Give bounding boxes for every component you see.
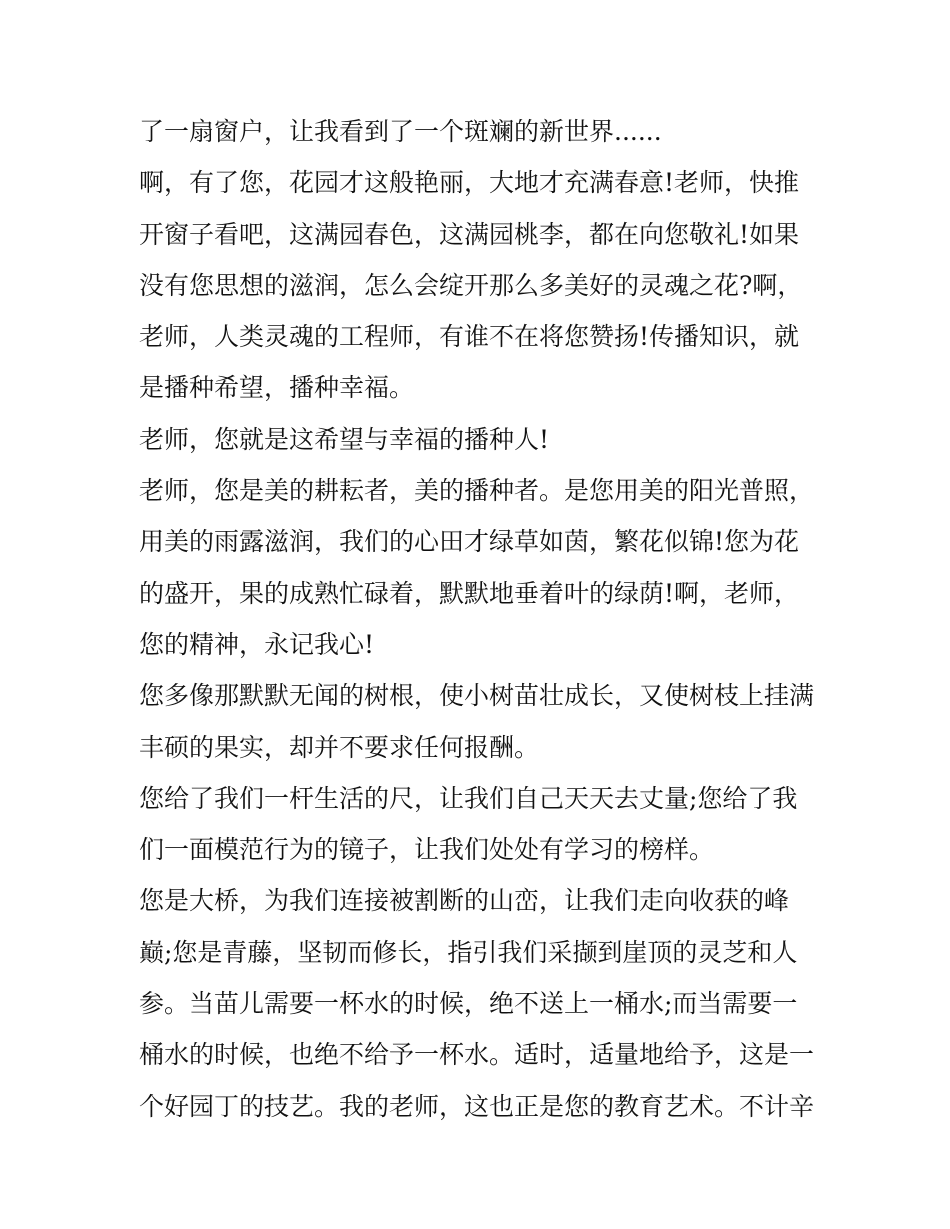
text-line: 您多像那默默无闻的树根，使小树苗壮成长，又使树枝上挂满	[139, 681, 815, 711]
text-line: 开窗子看吧，这满园春色，这满园桃李，都在向您敬礼!如果	[139, 219, 800, 249]
text-line: 您的精神，永记我心!	[139, 629, 375, 659]
text-line: 老师，人类灵魂的工程师，有谁不在将您赞扬!传播知识，就	[139, 322, 800, 352]
text-line: 您给了我们一杆生活的尺，让我们自己天天去丈量;您给了我	[139, 783, 798, 813]
text-line: 的盛开，果的成熟忙碌着，默默地垂着叶的绿荫!啊，老师，	[139, 578, 800, 608]
text-line: 老师，您是美的耕耘者，美的播种者。是您用美的阳光普照，	[139, 476, 815, 506]
text-line: 啊，有了您，花园才这般艳丽，大地才充满春意!老师，快推	[139, 168, 800, 198]
text-line: 们一面模范行为的镜子，让我们处处有学习的榜样。	[139, 835, 715, 865]
text-line: 参。当苗儿需要一杯水的时候，绝不送上一桶水;而当需要一	[139, 989, 798, 1019]
text-line: 您是大桥，为我们连接被割断的山峦，让我们走向收获的峰	[139, 886, 790, 916]
document-body	[139, 106, 819, 1132]
text-line: 老师，您就是这希望与幸福的播种人!	[139, 424, 550, 454]
text-line: 桶水的时候，也绝不给予一杯水。适时，适量地给予，这是一	[139, 1040, 815, 1070]
text-line: 丰硕的果实，却并不要求任何报酬。	[139, 732, 540, 762]
text-line: 是播种希望，播种幸福。	[139, 373, 415, 403]
text-line: 了一扇窗户，让我看到了一个斑斓的新世界......	[139, 117, 662, 146]
text-line: 没有您思想的滋润，怎么会绽开那么多美好的灵魂之花?啊，	[139, 270, 803, 300]
text-line: 用美的雨露滋润，我们的心田才绿草如茵，繁花似锦!您为花	[139, 527, 800, 557]
text-line: 个好园丁的技艺。我的老师，这也正是您的教育艺术。不计辛	[139, 1091, 815, 1121]
text-line: 巅;您是青藤，坚韧而修长，指引我们采撷到崖顶的灵芝和人	[139, 937, 798, 967]
